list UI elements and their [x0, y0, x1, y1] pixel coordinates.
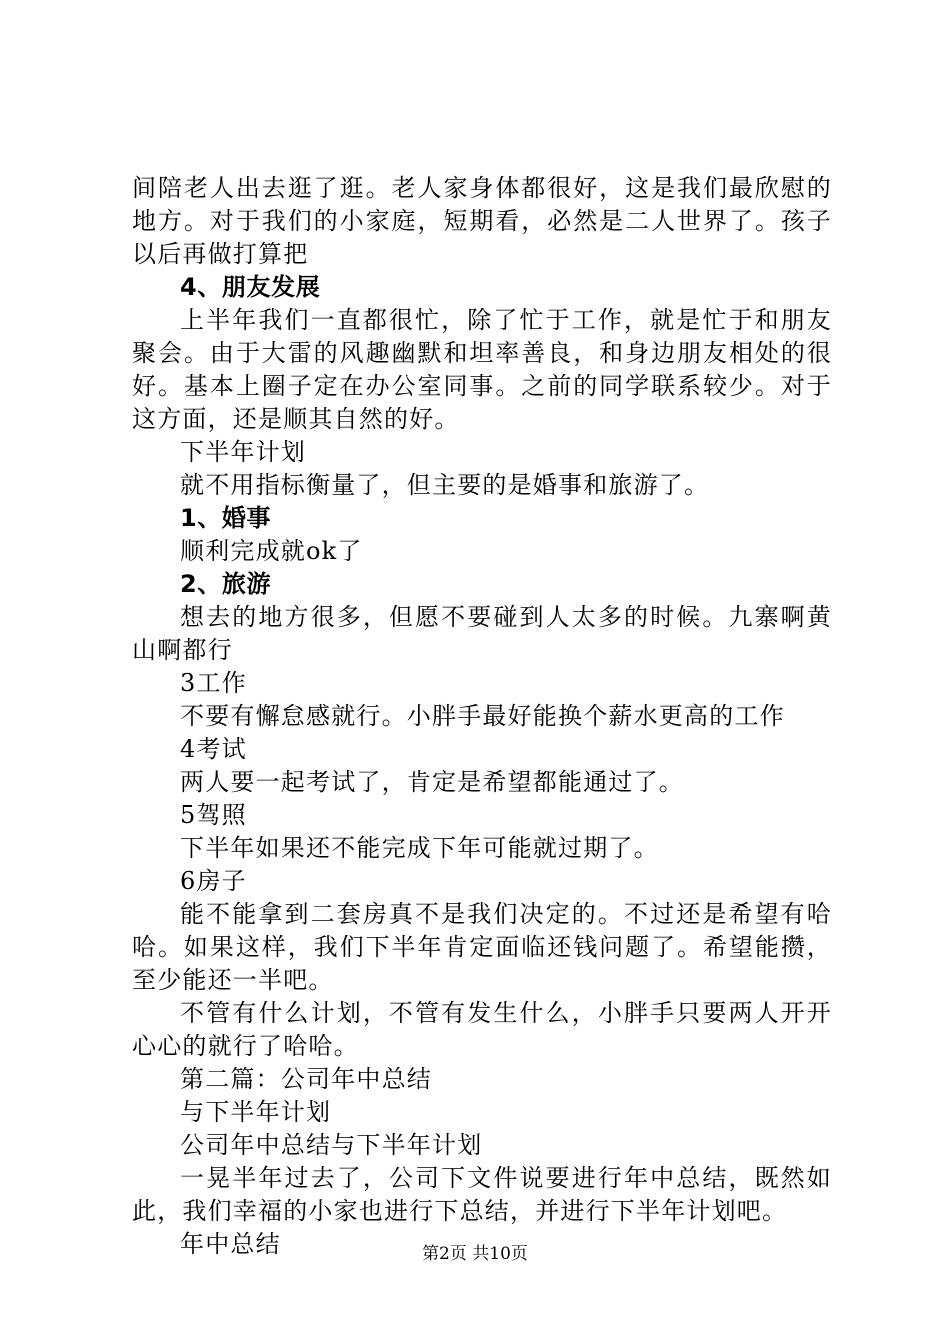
paragraph: 与下半年计划	[180, 1098, 332, 1126]
paragraph: 第二篇：公司年中总结	[180, 1065, 432, 1093]
page-footer: 第2页 共10页	[422, 1244, 528, 1264]
paragraph: 6房子	[180, 867, 247, 895]
paragraph: 上半年我们一直都很忙，除了忙于工作，就是忙于和朋友聚会。由于大雷的风趣幽默和坦率善良，和身边朋友相处的很好。基本上圈子定在办公室同事。之前的同学联系较少。对于这方面，还是顺其自然的好。	[132, 306, 832, 433]
paragraph: 5驾照	[180, 801, 247, 829]
paragraph: 公司年中总结与下半年计划	[180, 1131, 483, 1159]
paragraph: 就不用指标衡量了，但主要的是婚事和旅游了。	[180, 471, 710, 499]
paragraph: 下半年如果还不能完成下年可能就过期了。	[180, 834, 659, 862]
section-heading: 4、朋友发展	[180, 273, 321, 301]
paragraph: 下半年计划	[180, 438, 306, 466]
paragraph: 顺利完成就ok了	[180, 537, 363, 565]
paragraph: 间陪老人出去逛了逛。老人家身体都很好，这是我们最欣慰的地方。对于我们的小家庭，短期看，必然是二人世界了。孩子以后再做打算把	[132, 174, 832, 268]
paragraph: 两人要一起考试了，肯定是希望都能通过了。	[180, 768, 684, 796]
paragraph: 不管有什么计划，不管有发生什么，小胖手只要两人开开心心的就行了哈哈。	[132, 999, 832, 1060]
section-heading: 2、旅游	[180, 570, 272, 598]
paragraph: 不要有懈怠感就行。小胖手最好能换个薪水更高的工作	[180, 702, 785, 730]
paragraph: 想去的地方很多，但愿不要碰到人太多的时候。九寨啊黄山啊都行	[132, 603, 832, 664]
paragraph: 一晃半年过去了，公司下文件说要进行年中总结，既然如此，我们幸福的小家也进行下总结，并进行下半年计划吧。	[132, 1164, 832, 1225]
document-body	[132, 172, 832, 1261]
section-heading: 1、婚事	[180, 504, 272, 532]
paragraph: 能不能拿到二套房真不是我们决定的。不过还是希望有哈哈。如果这样，我们下半年肯定面临还钱问题了。希望能攒，至少能还一半吧。	[132, 900, 832, 994]
paragraph: 年中总结	[180, 1230, 281, 1258]
paragraph: 3工作	[180, 669, 247, 697]
paragraph: 4考试	[180, 735, 247, 763]
